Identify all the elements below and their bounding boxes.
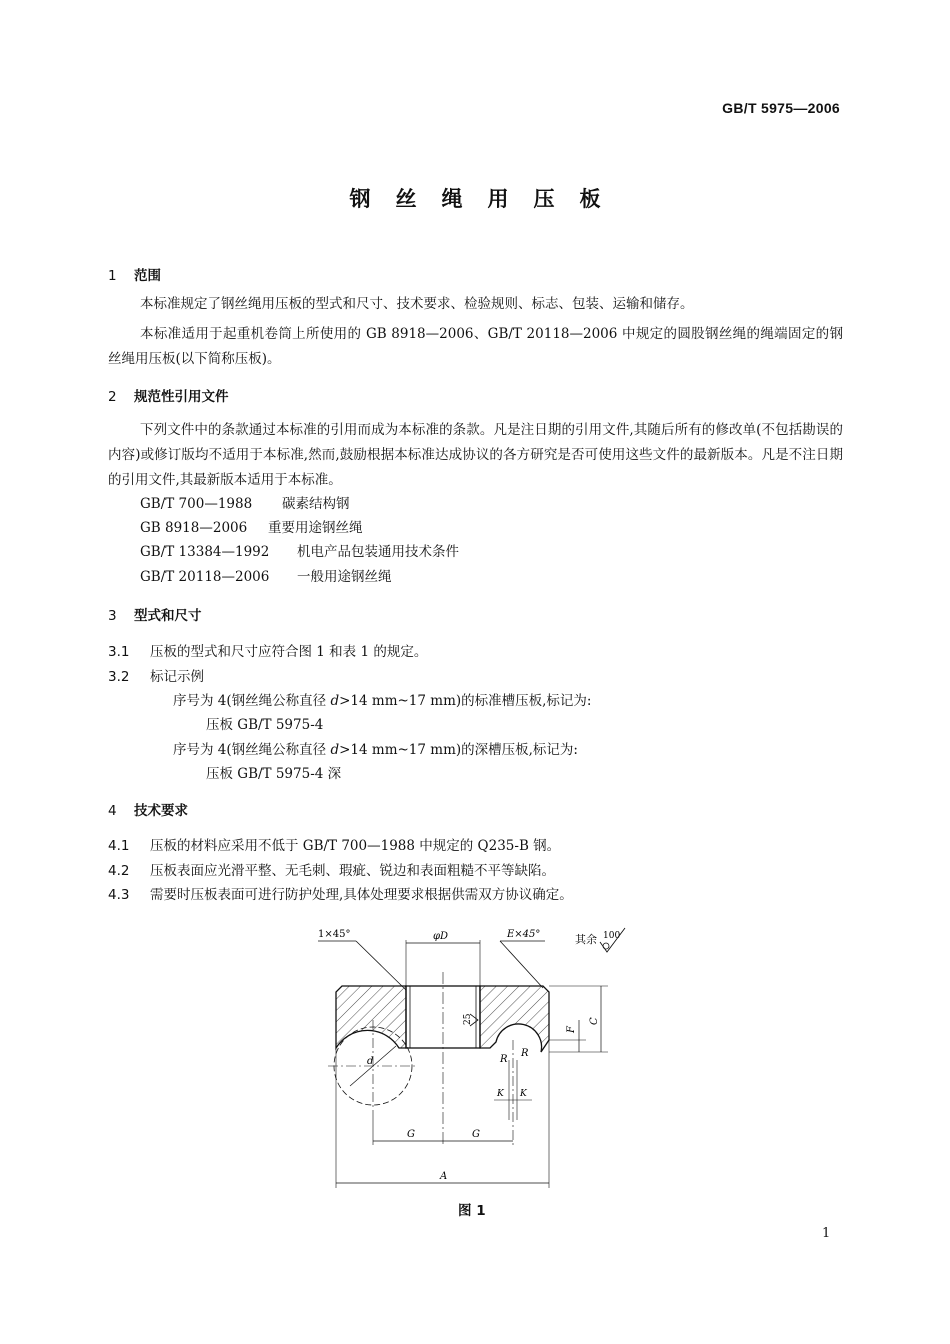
reference-code: GB/T 700—1988	[140, 496, 253, 512]
reference-name: 机电产品包装通用技术条件	[297, 544, 459, 560]
reference-name: 碳素结构钢	[282, 496, 350, 512]
figure-caption: 图 1	[458, 1203, 486, 1219]
dim-k-label: K	[497, 1089, 504, 1099]
reference-code: GB 8918—2006	[140, 520, 248, 536]
section-title: 规范性引用文件	[134, 389, 229, 405]
page-number: 1	[822, 1226, 831, 1241]
dim-c-label: C	[589, 1017, 600, 1025]
example-symbol: d	[330, 742, 340, 758]
example-2-description	[173, 738, 578, 758]
reference-name: 重要用途钢丝绳	[268, 520, 363, 536]
plate-left-section	[336, 986, 406, 1048]
clause-text: 压板的型式和尺寸应符合图 1 和表 1 的规定。	[150, 644, 428, 660]
clause-3-2	[108, 665, 204, 685]
dim-g-label: G	[472, 1129, 480, 1140]
example-text: 序号为 4(钢丝绳公称直径	[173, 693, 331, 709]
example-2-marking: 压板 GB/T 5975-4 深	[206, 766, 342, 782]
section-4-heading	[108, 799, 188, 819]
roughness-rest-value: 100	[603, 931, 621, 941]
section-2-paragraph: 下列文件中的条款通过本标准的引用而成为本标准的条款。凡是注日期的引用文件,其随后所有的修改单(不包括勘误的内容)或修订版均不适用于本标准,然而,鼓励根据本标准达成协议的各方研究是否可使用这些文件的最新版本。凡是不注日期的引用文件,其最新版本适用于本标准。	[108, 422, 843, 488]
standard-number: GB/T 5975—2006	[722, 100, 840, 116]
roughness-hole-value: 25	[463, 1013, 473, 1025]
example-text: 序号为 4(钢丝绳公称直径	[173, 742, 331, 758]
reference-name: 一般用途钢丝绳	[297, 569, 392, 585]
reference-item	[140, 540, 459, 565]
example-text: >14 mm~17 mm)的标准槽压板,标记为:	[339, 693, 592, 709]
example-symbol: d	[330, 693, 340, 709]
clause-number: 4.3	[108, 887, 130, 903]
example-1-description	[173, 689, 591, 709]
dim-a-label: A	[440, 1171, 448, 1182]
reference-item	[140, 516, 363, 541]
edge-chamfer-label: E×45°	[507, 929, 541, 940]
section-title: 范围	[134, 268, 161, 284]
section-1-paragraph-1: 本标准规定了钢丝绳用压板的型式和尺寸、技术要求、检验规则、标志、包装、运输和储存。	[140, 296, 694, 312]
clause-text: 压板的材料应采用不低于 GB/T 700—1988 中规定的 Q235-B 钢。	[150, 838, 561, 854]
clause-number: 4.2	[108, 863, 130, 879]
section-1-paragraph-2: 本标准适用于起重机卷筒上所使用的 GB 8918—2006、GB/T 20118—2006 中规定的圆股钢丝绳的绳端固定的钢丝绳用压板(以下简称压板)。	[108, 326, 843, 367]
reference-code: GB/T 20118—2006	[140, 569, 270, 585]
example-1-marking: 压板 GB/T 5975-4	[206, 717, 324, 733]
section-1-heading	[108, 264, 161, 284]
reference-item	[140, 565, 392, 590]
reference-item	[140, 492, 350, 517]
clause-number: 3.2	[108, 669, 130, 685]
dim-r-label: R	[521, 1048, 529, 1059]
dim-f-label: F	[566, 1026, 577, 1033]
dim-k-label: K	[520, 1089, 527, 1099]
section-number: 1	[108, 268, 117, 284]
dim-d-label: d	[367, 1056, 374, 1067]
clause-text: 压板表面应光滑平整、无毛刺、瑕疵、锐边和表面粗糙不平等缺陷。	[150, 863, 555, 879]
chamfer-label: 1×45°	[318, 929, 351, 940]
hole-diameter-label: φD	[433, 931, 449, 942]
reference-code: GB/T 13384—1992	[140, 544, 270, 560]
section-number: 2	[108, 389, 117, 405]
clause-4-1	[108, 834, 560, 854]
clause-number: 4.1	[108, 838, 130, 854]
clause-text: 标记示例	[150, 669, 204, 685]
pressure-plate-drawing	[300, 915, 660, 1195]
dim-g-label: G	[407, 1129, 415, 1140]
section-2-heading	[108, 385, 229, 405]
clause-number: 3.1	[108, 644, 130, 660]
plate-right-section	[480, 986, 549, 1052]
section-title: 技术要求	[134, 803, 188, 819]
clause-4-3	[108, 883, 573, 903]
section-number: 4	[108, 803, 117, 819]
rest-label: 其余	[575, 933, 597, 946]
document-title: 钢丝绳用压板	[349, 187, 626, 211]
section-number: 3	[108, 608, 117, 624]
clause-3-1	[108, 640, 427, 660]
dim-r-label: R	[500, 1054, 508, 1065]
clause-text: 需要时压板表面可进行防护处理,具体处理要求根据供需双方协议确定。	[150, 887, 573, 903]
section-title: 型式和尺寸	[134, 608, 202, 624]
example-text: >14 mm~17 mm)的深槽压板,标记为:	[339, 742, 578, 758]
section-3-heading	[108, 604, 202, 624]
clause-4-2	[108, 859, 555, 879]
